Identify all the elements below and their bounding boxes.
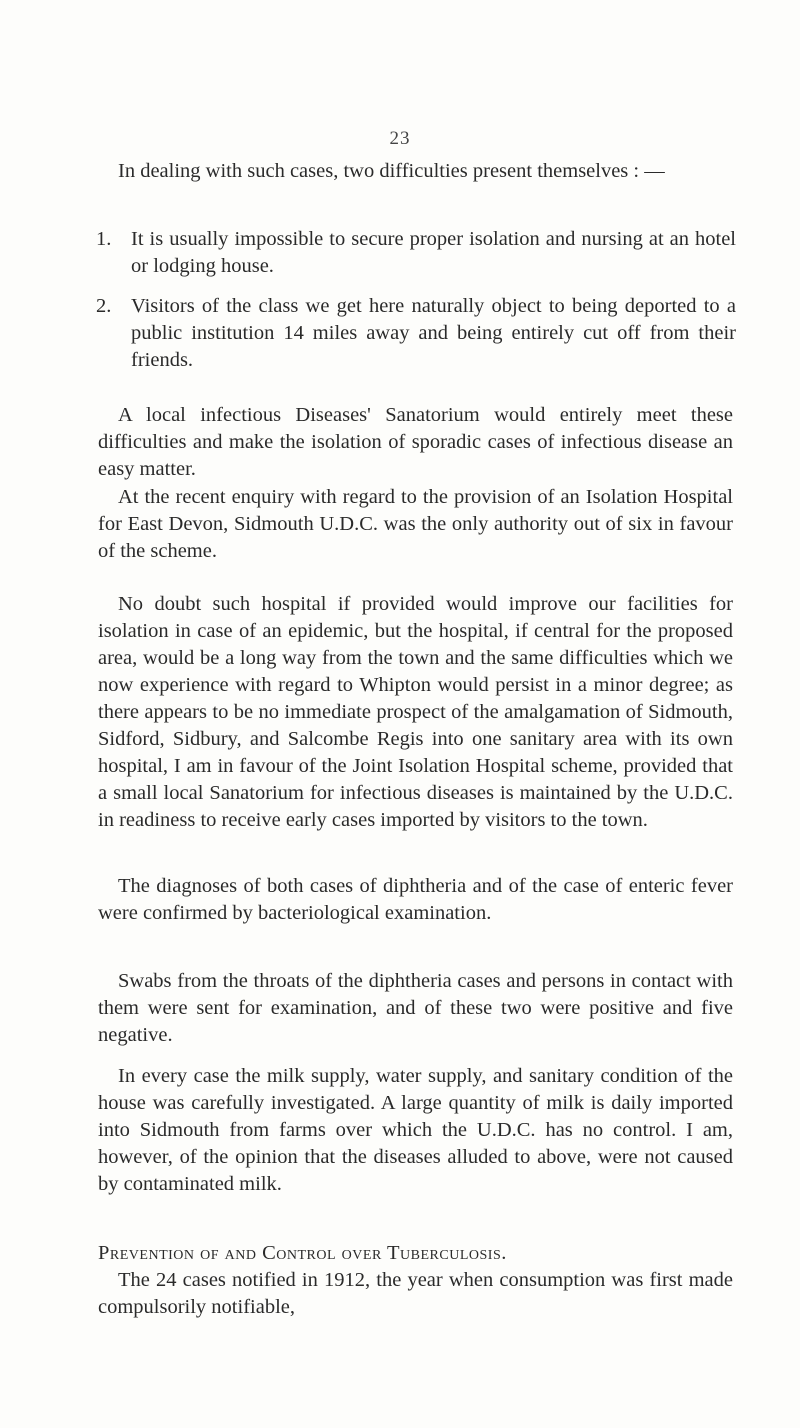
diagnoses-paragraph: The diagnoses of both cases of diphtheria and of the case of enteric fever were confirmed by bacteriological examination. <box>98 875 733 924</box>
section-heading: Prevention of and Control over Tuberculosis. <box>98 1242 507 1264</box>
milk-paragraph: In every case the milk supply, water supply, and sanitary condition of the house was carefully investigated. A large quantity of milk is daily imported into Sidmouth from farms over which the U.D.C. has no control. I am, however, of the opinion that the diseases alluded to above, were not caused by contaminated milk. <box>98 1065 733 1195</box>
list-number: 2. <box>96 295 112 317</box>
intro-paragraph: In dealing with such cases, two difficulties present themselves : — <box>118 160 665 182</box>
enquiry-paragraph: At the recent enquiry with regard to the provision of an Isolation Hospital for East Devon, Sidmouth U.D.C. was the only authority out of six in favour of the scheme. <box>98 486 733 562</box>
list-number: 1. <box>96 228 112 250</box>
tuberculosis-paragraph: The 24 cases notified in 1912, the year when consumption was first made compulsorily notifiable, <box>98 1269 733 1318</box>
list-text: It is usually impossible to secure proper isolation and nursing at an hotel or lodging house. <box>131 228 736 277</box>
list-text: Visitors of the class we get here naturally object to being deported to a public institution 14 miles away and being entirely cut off from their friends. <box>131 295 736 371</box>
sanatorium-paragraph: A local infectious Diseases' Sanatorium would entirely meet these difficulties and make the isolation of sporadic cases of infectious disease an easy matter. <box>98 404 733 480</box>
swabs-paragraph: Swabs from the throats of the diphtheria cases and persons in contact with them were sent for examination, and of these two were positive and five negative. <box>98 970 733 1046</box>
list-item-2 <box>96 293 736 374</box>
list-item-1 <box>96 226 736 280</box>
hospital-paragraph: No doubt such hospital if provided would improve our facilities for isolation in case of an epidemic, but the hospital, if central for the proposed area, would be a long way from the town and the same difficulties which we now experience with regard to Whipton would persist in a minor degree; as there appears to be no immediate prospect of the amalgamation of Sidmouth, Sidford, Sidbury, and Salcombe Regis into one sanitary area with its own hospital, I am in favour of the Joint Isolation Hospital scheme, provided that a small local Sanatorium for infectious diseases is maintained by the U.D.C. in readiness to receive early cases imported by visitors to the town. <box>98 593 733 831</box>
page-number: 23 <box>389 128 411 149</box>
